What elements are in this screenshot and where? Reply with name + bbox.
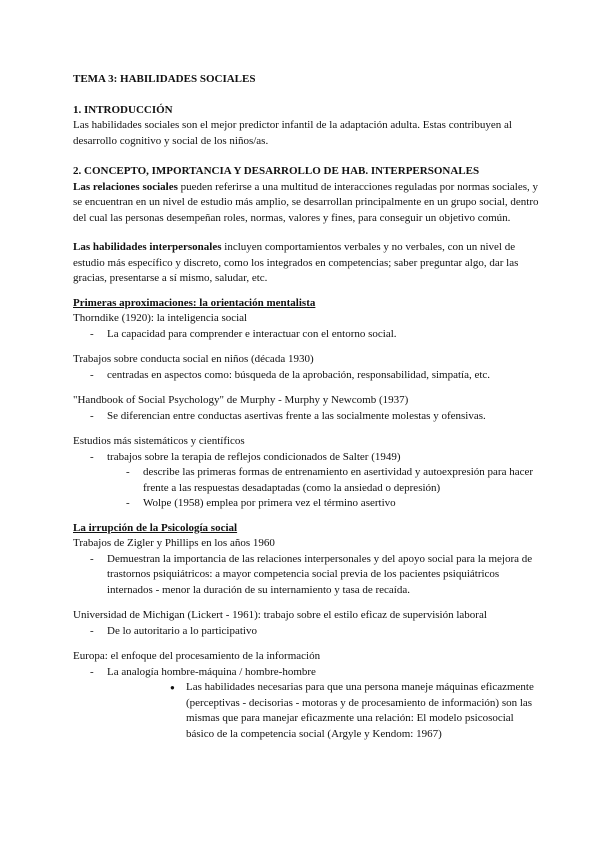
list-item [73, 552, 540, 599]
trabajos-line: Trabajos sobre conducta social en niños (década 1930) [73, 353, 314, 365]
bullet-list [73, 665, 540, 681]
section-2-paragraph-2 [73, 240, 540, 287]
list-item-text: describe las primeras formas de entrenamiento en asertividad y autoexpresión para hacer frente a las respuestas desadaptadas (como la ansiedad o depresión) [143, 466, 534, 494]
bullet-list [73, 368, 540, 384]
list-item-text: trabajos sobre la terapia de reflejos condicionados de Salter (1949) [107, 450, 401, 463]
list-item-text: Demuestran la importancia de las relaciones interpersonales y del apoyo social para la mejora de trastornos psiquiátricos: a mayor competencia social previa de los pacientes psiquiátricos internados - menor la duración de su internamiento y tasa de recaída. [107, 552, 533, 596]
list-item [73, 327, 540, 343]
subheading-irrupcion: La irrupción de la Psicología social [73, 521, 238, 534]
list-item-text: La analogía hombre-máquina / hombre-hombre [107, 665, 316, 678]
thorndike-line: Thorndike (1920): la inteligencia social [73, 312, 248, 324]
list-item [73, 680, 540, 742]
zigler-line: Trabajos de Zigler y Phillips en los años 1960 [73, 537, 275, 549]
section-1-paragraph: Las habilidades sociales son el mejor predictor infantil de la adaptación adulta. Estas contribuyen al desarrollo cognitivo y social de los niños/as. [73, 119, 512, 147]
dash-marker: - [90, 409, 94, 422]
section-1-heading: 1. INTRODUCCIÓN [73, 103, 173, 116]
dash-marker: - [90, 552, 94, 565]
europa-line: Europa: el enfoque del procesamiento de la información [73, 650, 321, 662]
list-item [73, 368, 540, 384]
list-item [73, 665, 540, 681]
bullet-dot-icon: ● [170, 683, 175, 692]
list-item [73, 450, 540, 466]
term-habilidades-interpersonales: Las habilidades interpersonales [73, 241, 222, 253]
section-2-heading: 2. CONCEPTO, IMPORTANCIA Y DESARROLLO DE HAB. INTERPERSONALES [73, 165, 480, 177]
estudios-line: Estudios más sistemáticos y científicos [73, 435, 245, 447]
dash-marker: - [90, 368, 94, 381]
list-item [73, 409, 540, 425]
dash-marker: - [90, 327, 94, 340]
paragraph-text: incluyen comportamientos verbales y no verbales, con un nivel de estudio más específico y discreto, como los integrados en competencias; saber preguntar algo, dar las gracias, presentarse a sí mismo, saludar, etc. [73, 241, 519, 284]
page-title: TEMA 3: HABILIDADES SOCIALES [73, 73, 256, 85]
bullet-list [73, 624, 540, 640]
dash-marker: - [90, 624, 94, 637]
bullet-list [73, 409, 540, 425]
list-item-text: De lo autoritario a lo participativo [107, 624, 257, 637]
list-item-text: centradas en aspectos como: búsqueda de la aprobación, responsabilidad, simpatía, etc. [107, 368, 491, 381]
dash-marker: - [90, 665, 94, 678]
handbook-line: "Handbook of Social Psychology" de Murphy - Murphy y Newcomb (1937) [73, 394, 409, 406]
dash-marker: - [126, 497, 130, 509]
term-relaciones-sociales: Las relaciones sociales [73, 180, 178, 193]
dot-bullet-list [73, 680, 540, 742]
list-item-text: La capacidad para comprender e interactuar con el entorno social. [107, 327, 397, 340]
section-2-paragraph-1 [73, 180, 540, 227]
subheading-primeras-aproximaciones: Primeras aproximaciones: la orientación mentalista [73, 296, 316, 309]
list-item-text: Wolpe (1958) emplea por primera vez el término asertivo [143, 497, 396, 509]
sub-bullet-list [73, 465, 540, 512]
bullet-list [73, 552, 540, 599]
dash-marker: - [126, 466, 130, 478]
list-item [73, 624, 540, 640]
paragraph-text: pueden referirse a una multitud de interacciones reguladas por normas sociales, y se encuentran en un nivel de estudio más amplio, se desarrollan principalmente en un grupo social, dentro del cual las personas desempeñan roles, normas, valores y fines, para conseguir un objetivo común. [73, 180, 539, 224]
michigan-line: Universidad de Michigan (Lickert - 1961): trabajo sobre el estilo eficaz de supervisión laboral [73, 609, 487, 621]
list-item-text: Las habilidades necesarias para que una persona maneje máquinas eficazmente (perceptivas - decisorias - motoras y de procesamiento de información) son las mismas que para manejar eficazmente una relación: El modelo psicosocial básico de la competencia social (Argyle y Kendom: 1967) [186, 681, 534, 740]
bullet-list [73, 327, 540, 343]
list-item-text: Se diferencian entre conductas asertivas frente a las socialmente molestas y ofensivas. [107, 409, 486, 422]
bullet-list [73, 450, 540, 466]
dash-marker: - [90, 450, 94, 463]
list-item [73, 496, 540, 512]
list-item [73, 465, 540, 496]
